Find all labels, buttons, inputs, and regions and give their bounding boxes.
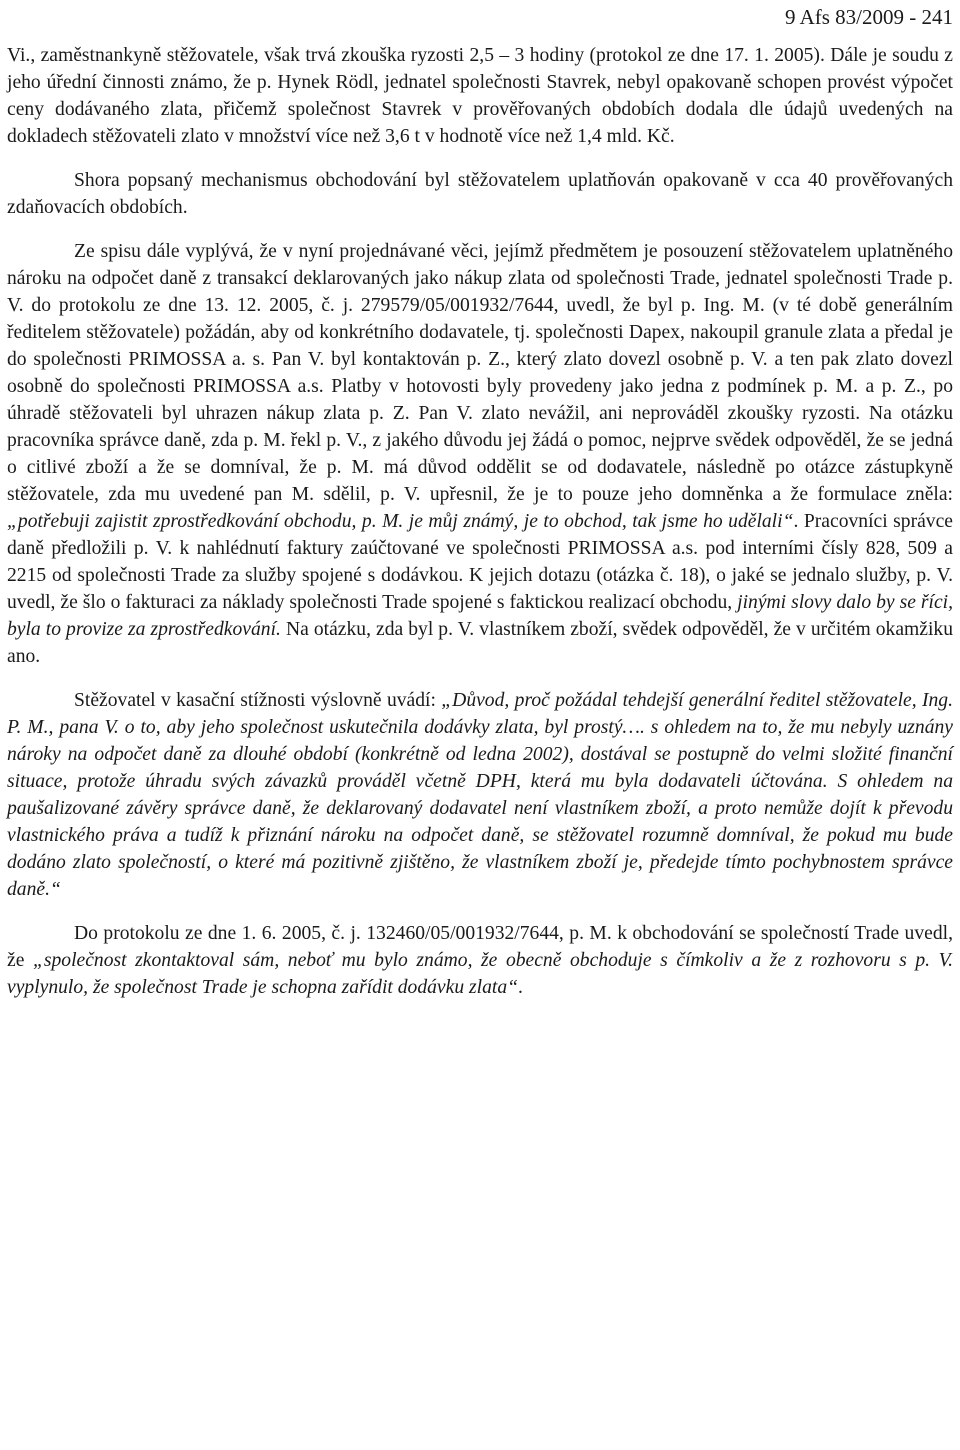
paragraph-3-quote-2: jinými slovy dalo by se říci, byla to provize za zprostředkování. <box>7 592 953 640</box>
paragraph-1: Vi., zaměstnankyně stěžovatele, však trvá zkouška ryzosti 2,5 – 3 hodiny (protokol ze dne 17. 1. 2005). Dále je soudu z jeho úřední činnosti známo, že p. Hynek Rödl, jednatel společnosti Stavrek, nebyl opakovaně schopen provést výpočet ceny dodávaného zlata, přičemž společnost Stavrek v prověřovaných obdobích dodala dle údajů uvedených na dokladech stěžovateli zlato v množství více než 3,6 t v hodnotě více než 1,4 mld. Kč. <box>7 45 953 147</box>
paragraph-5-text-a: Do protokolu ze dne 1. 6. 2005, č. j. 132460/05/001932/7644, p. M. k obchodování se společností Trade uvedl, že <box>7 923 953 971</box>
paragraph-4-text-a: Stěžovatel v kasační stížnosti výslovně uvádí: <box>74 690 442 711</box>
paragraph-5-text-b: . <box>518 977 523 998</box>
case-number-header: 9 Afs 83/2009 - 241 <box>785 5 953 29</box>
paragraph-3-text-c: Na otázku, zda byl p. V. vlastníkem zboží, svědek odpověděl, že v určitém okamžiku ano. <box>7 619 953 667</box>
paragraph-4-quote: „Důvod, proč požádal tehdejší generální ředitel stěžovatele, Ing. P. M., pana V. o to, aby jeho společnost uskutečnila dodávky zlata, byl prostý…. s ohledem na to, že mu nebyly uznány nároky na odpočet daně za dlouhé období (konkrétně od ledna 2002), dostával se postupně do velmi složité finanční situace, protože úhradu svých závazků prováděl včetně DPH, která mu byla dodavateli účtována. S ohledem na paušalizované závěry správce daně, že deklarovaný dodavatel není vlastníkem zboží, a proto nemůže dojít k převodu vlastnického práva a tudíž k přiznání nároku na odpočet daně, se stěžovatel rozumně domníval, že pokud mu bude dodáno zlato společností, o které má pozitivně zjištěno, že vlastníkem zboží je, předejde tímto pochybnostem správce daně.“ <box>7 690 954 900</box>
paragraph-3 <box>7 238 953 670</box>
paragraph-5-quote: „společnost zkontaktoval sám, neboť mu bylo známo, že obecně obchoduje s čímkoliv a že z rozhovoru s p. V. vyplynulo, že společnost Trade je schopna zařídit dodávku zlata“ <box>7 950 953 998</box>
paragraph-5 <box>7 920 953 1001</box>
document-body <box>7 42 953 1018</box>
paragraph-3-quote-1: „potřebuji zajistit zprostředkování obchodu, p. M. je můj známý, je to obchod, tak jsme ho udělali“ <box>7 511 794 532</box>
paragraph-2: Shora popsaný mechanismus obchodování byl stěžovatelem uplatňován opakovaně v cca 40 prověřovaných zdaňovacích obdobích. <box>7 170 953 218</box>
paragraph-3-text-a: Ze spisu dále vyplývá, že v nyní projednávané věci, jejímž předmětem je posouzení stěžovatelem uplatněného nároku na odpočet daně z transakcí deklarovaných jako nákup zlata od společnosti Trade, jednatel společnosti Trade p. V. do protokolu ze dne 13. 12. 2005, č. j. 279579/05/001932/7644, uvedl, že byl p. Ing. M. (v té době generálním ředitelem stěžovatele) požádán, aby od konkrétního dodavatele, tj. společnosti Dapex, nakoupil granule zlata a předal je do společnosti PRIMOSSA a. s. Pan V. byl kontaktován p. Z., který zlato dovezl osobně p. V. a ten pak zlato dovezl osobně do společnosti PRIMOSSA a.s. Platby v hotovosti byly provedeny jako jedna z podmínek p. M. a p. Z., po úhradě stěžovateli byl uhrazen nákup zlata p. Z. Pan V. zlato nevážil, ani neprováděl zkoušky ryzosti. Na otázku pracovníka správce daně, zda p. M. řekl p. V., z jakého důvodu jej žádá o pomoc, nejprve svědek odpověděl, že se jedná o citlivé zboží a že se domníval, že p. M. má důvod oddělit se od dodavatele, následně po otázce zástupkyně stěžovatele, zda mu uvedené pan M. sdělil, p. V. upřesnil, že je to pouze jeho domněnka a že formulace zněla: <box>7 241 953 505</box>
paragraph-4 <box>7 687 953 903</box>
paragraph-3-text-b: . Pracovníci správce daně předložili p. V. k nahlédnutí faktury zaúčtované ve společnosti PRIMOSSA a.s. pod interními čísly 828, 509 a 2215 od společnosti Trade za služby spojené s dodávkou. K jejich dotazu (otázka č. 18), o jaké se jednalo služby, p. V. uvedl, že šlo o fakturaci za náklady společnosti Trade spojené s faktickou realizací obchodu, <box>7 511 953 613</box>
